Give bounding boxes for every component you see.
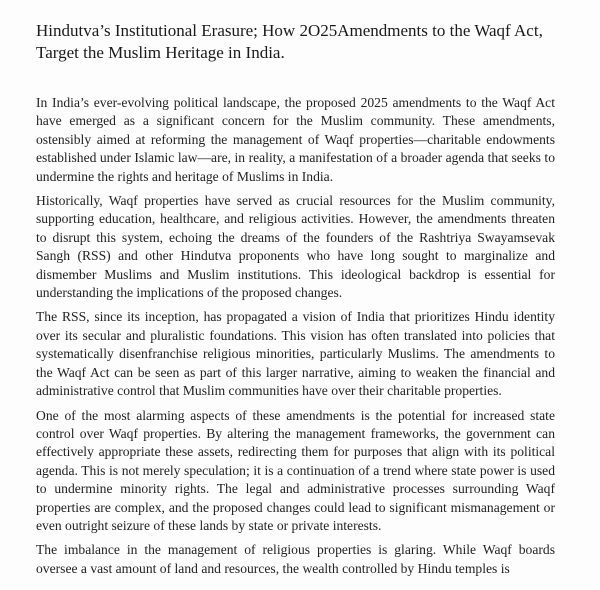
paragraph-1: In India’s ever-evolving political landscape, the proposed 2025 amendments to the Waqf Act have emerged as a significant concern for the Muslim community. These amendments, ostensibly aimed at reforming the management of Waqf properties—charitable endowments established under Islamic law—are, in reality, a manifestation of a broader agenda that seeks to undermine the rights and heritage of Muslims in India. bbox=[36, 95, 555, 184]
paragraph-4: One of the most alarming aspects of these amendments is the potential for increased state control over Waqf properties. By altering the management frameworks, the government can effectively appropriate these assets, redirecting them for purposes that align with its political agenda. This is not merely speculation; it is a continuation of a trend where state power is used to undermine minority rights. The legal and administrative processes surrounding Waqf properties are complex, and the proposed changes could lead to significant mismanagement or even outright seizure of these lands by state or private interests. bbox=[36, 407, 555, 533]
paragraph-2: Historically, Waqf properties have served as crucial resources for the Muslim community, supporting education, healthcare, and religious activities. However, the amendments threaten to disrupt this system, echoing the dreams of the founders of the Rashtriya Swayamsevak Sangh (RSS) and other Hindutva proponents who have long sought to marginalize and dismember Muslims and Muslim institutions. This ideological backdrop is essential for understanding the implications of the proposed changes. bbox=[36, 193, 555, 301]
paragraph-3: The RSS, since its inception, has propagated a vision of India that prioritizes Hindu identity over its secular and pluralistic foundations. This vision has often translated into policies that systematically disenfranchise religious minorities, particularly Muslims. The amendments to the Waqf Act can be seen as part of this larger narrative, aiming to weaken the financial and administrative control that Muslim communities have over their charitable properties. bbox=[36, 309, 555, 399]
paragraph-5: The imbalance in the management of religious properties is glaring. While Waqf boards oversee a vast amount of land and resources, the wealth controlled by Hindu temples is bbox=[36, 542, 555, 576]
document-body bbox=[36, 94, 555, 584]
document-title: Hindutva’s Institutional Erasure; How 2O25Amendments to the Waqf Act, Target the Muslim Heritage in India. bbox=[36, 21, 543, 62]
